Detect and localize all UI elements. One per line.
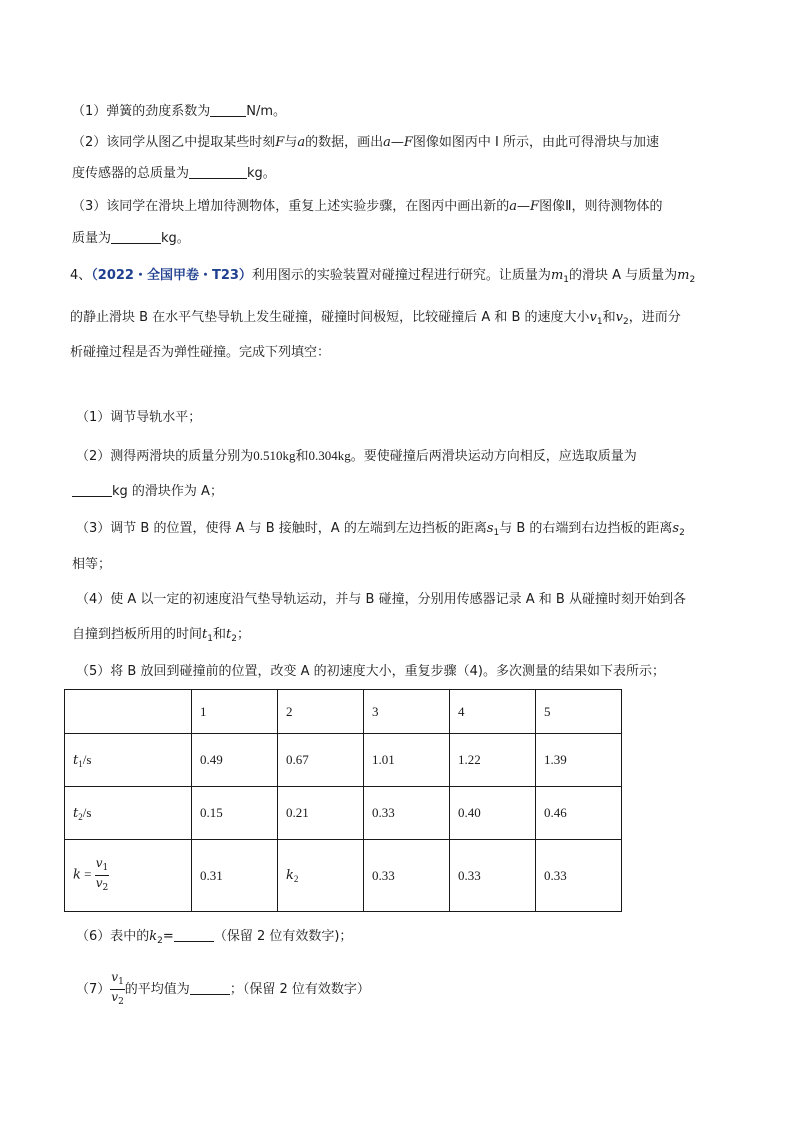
step7-text: 的平均值为 [124,982,190,997]
table-cell: 1.39 [536,734,622,787]
unit-text: /s [82,804,92,820]
table-cell: 1 [192,690,278,734]
subscript: 2 [679,528,685,538]
q3-part1-line [72,102,286,122]
a-f-symbol: a—F [509,199,540,214]
a-f-symbol: a—F [383,135,413,150]
fraction-numerator [95,856,110,876]
answer-blank[interactable] [111,229,161,244]
q4-text: 的滑块 A 与质量为 [569,268,678,283]
q3-part2-line2 [72,164,276,184]
table-row [65,840,622,912]
results-table [64,689,622,912]
table-cell [65,690,192,734]
subscript: 2 [157,936,163,946]
step4-text: 和 [212,627,226,642]
q3-part2-text: 图像如图丙中 I 所示，由此可得滑块与加速 [412,135,659,150]
subscript: 1 [102,863,109,873]
subscript: 1 [207,634,213,644]
step2-text: （2）测得两滑块的质量分别为 [76,449,254,464]
fraction-denominator [111,990,124,1009]
v1-symbol: v [95,856,103,870]
step2-text: 。要使碰撞后两滑块运动方向相反，应选取质量为 [350,449,637,464]
v2-symbol: v [615,310,623,325]
t1-symbol: t [202,627,208,642]
row-label-t1 [65,734,192,787]
subscript: 1 [78,758,83,769]
subscript: 2 [78,811,83,822]
s1-symbol: s [486,521,494,536]
q3-part2-text: 与 [284,135,298,150]
q3-part3-text: 质量为 [72,231,112,246]
table-cell: 4 [450,690,536,734]
step4-text: （4）使 A 以一定的初速度沿气垫导轨运动，并与 B 碰撞，分别用传感器记录 A 和 B 从碰撞时刻开始到各 [76,592,686,607]
subscript: 2 [293,874,299,884]
k2-symbol: k [149,929,158,944]
subscript: 2 [118,997,124,1007]
answer-blank[interactable] [174,927,214,942]
q3-part3-text: （3）该同学在滑块上增加待测物体，重复上述实验步骤，在图丙中画出新的 [72,199,510,214]
answer-blank[interactable] [72,482,112,497]
table-cell: 1.22 [450,734,536,787]
answer-blank[interactable] [189,164,247,179]
unit-text: N/m。 [246,104,287,119]
step5-text: （5）将 B 放回到碰撞前的位置，改变 A 的初速度大小，重复步骤（4)。多次测量的结果如下表所示； [76,664,665,679]
q3-part3-line [72,197,662,217]
subscript: 1 [493,528,500,538]
step3-text: 与 B 的右端到右边挡板的距离 [499,521,673,536]
ratio-fraction [95,856,110,895]
q4-intro-line [70,266,695,290]
step3-text: （3）调节 B 的位置，使得 A 与 B 接触时，A 的左端到左边挡板的距离 [76,521,487,536]
table-cell: 0.33 [364,840,450,912]
table-cell: 0.49 [192,734,278,787]
step4-text: ； [236,627,250,642]
step1-line [76,408,201,428]
table-cell: 0.33 [536,840,622,912]
t2-symbol: t [73,805,79,821]
step4-line [76,590,686,610]
mass-value: 0.304kg [308,448,351,463]
subscript: 1 [596,317,603,327]
step7-text: ；（保留 2 位有效数字） [229,982,370,997]
step2-text: kg 的滑块作为 A； [112,484,223,499]
k2-symbol: k [286,868,294,883]
subscript: 1 [118,977,124,987]
q3-part2-line [72,133,659,153]
ratio-fraction [110,970,125,1009]
equals-sign: = [162,929,174,944]
t1-symbol: t [73,752,79,768]
fraction-numerator [110,970,125,990]
table-row [65,787,622,840]
step4-text: 自撞到挡板所用的时间 [72,627,203,642]
fraction-denominator [96,876,109,895]
table-cell: 0.46 [536,787,622,840]
step2-text: 和 [295,449,309,464]
table-cell: 0.40 [450,787,536,840]
step6-line [76,927,352,951]
step7-text: （7） [76,982,111,997]
row-label-t2 [65,787,192,840]
v1-symbol: v [589,310,597,325]
q4-text: 和 [602,310,616,325]
q3-part2-text: 度传感器的总质量为 [72,166,190,181]
table-cell: 0.31 [192,840,278,912]
table-header-row [65,690,622,734]
q3-part2-text: （2）该同学从图乙中提取某些时刻 [72,135,276,150]
question-number: 4、 [70,268,92,283]
answer-blank[interactable] [190,980,230,995]
v2-symbol: v [111,990,119,1004]
equals-sign: = [84,866,92,882]
subscript: 2 [231,634,237,644]
step3-line [76,519,685,543]
step1-text: （1）调节导轨水平； [76,410,202,425]
q3-part2-text: 的数据，画出 [305,135,384,150]
subscript: 1 [563,275,569,285]
step6-text: （保留 2 位有效数字)； [213,929,353,944]
table-cell: 5 [536,690,622,734]
force-symbol: F [275,135,285,150]
step3-text: 相等； [72,557,112,572]
subscript: 2 [623,317,629,327]
q3-part3-line2 [72,229,190,249]
unit-text: /s [82,751,92,767]
table-cell: 1.01 [364,734,450,787]
q3-part1-text: （1）弹簧的劲度系数为 [72,104,211,119]
row-label-k [65,840,192,912]
q4-text: 析碰撞过程是否为弹性碰撞。完成下列填空： [70,345,331,360]
table-cell: 3 [364,690,450,734]
q4-text: 利用图示的实验装置对碰撞过程进行研究。让质量为 [251,268,551,283]
subscript: 2 [689,275,696,285]
v2-symbol: v [95,876,103,890]
table-cell: 2 [278,690,364,734]
mass-value: 0.510kg [253,448,296,463]
unit-text: kg。 [161,231,190,246]
q4-text: ，进而分 [628,310,681,325]
acceleration-symbol: a [297,135,306,150]
m2-symbol: m [677,268,690,283]
step2-line [76,446,637,467]
s2-symbol: s [672,521,680,536]
t2-symbol: t [226,627,232,642]
table-row [65,734,622,787]
step7-line [76,970,370,1009]
v1-symbol: v [111,970,119,984]
table-cell: 0.67 [278,734,364,787]
table-cell: 0.21 [278,787,364,840]
step4-line2 [72,625,250,649]
q3-part3-text: 图像Ⅱ，则待测物体的 [539,199,663,214]
question-source: （2022・全国甲卷・T23） [91,268,252,283]
unit-text: kg。 [247,166,276,181]
m1-symbol: m [550,268,564,283]
step6-text: （6）表中的 [76,929,150,944]
k2-cell [278,840,364,912]
table-cell: 0.33 [364,787,450,840]
step2-line2 [72,482,223,502]
table-cell: 0.33 [450,840,536,912]
step5-line [76,662,665,682]
q4-line2 [70,308,681,332]
k-symbol: k [73,867,81,883]
q4-text: 的静止滑块 B 在水平气垫导轨上发生碰撞，碰撞时间极短，比较碰撞后 A 和 B 的速度大小 [70,310,590,325]
answer-blank[interactable] [210,102,246,117]
step3-line2 [72,555,111,575]
subscript: 2 [102,883,109,893]
q4-line3 [70,343,330,363]
table-cell: 0.15 [192,787,278,840]
